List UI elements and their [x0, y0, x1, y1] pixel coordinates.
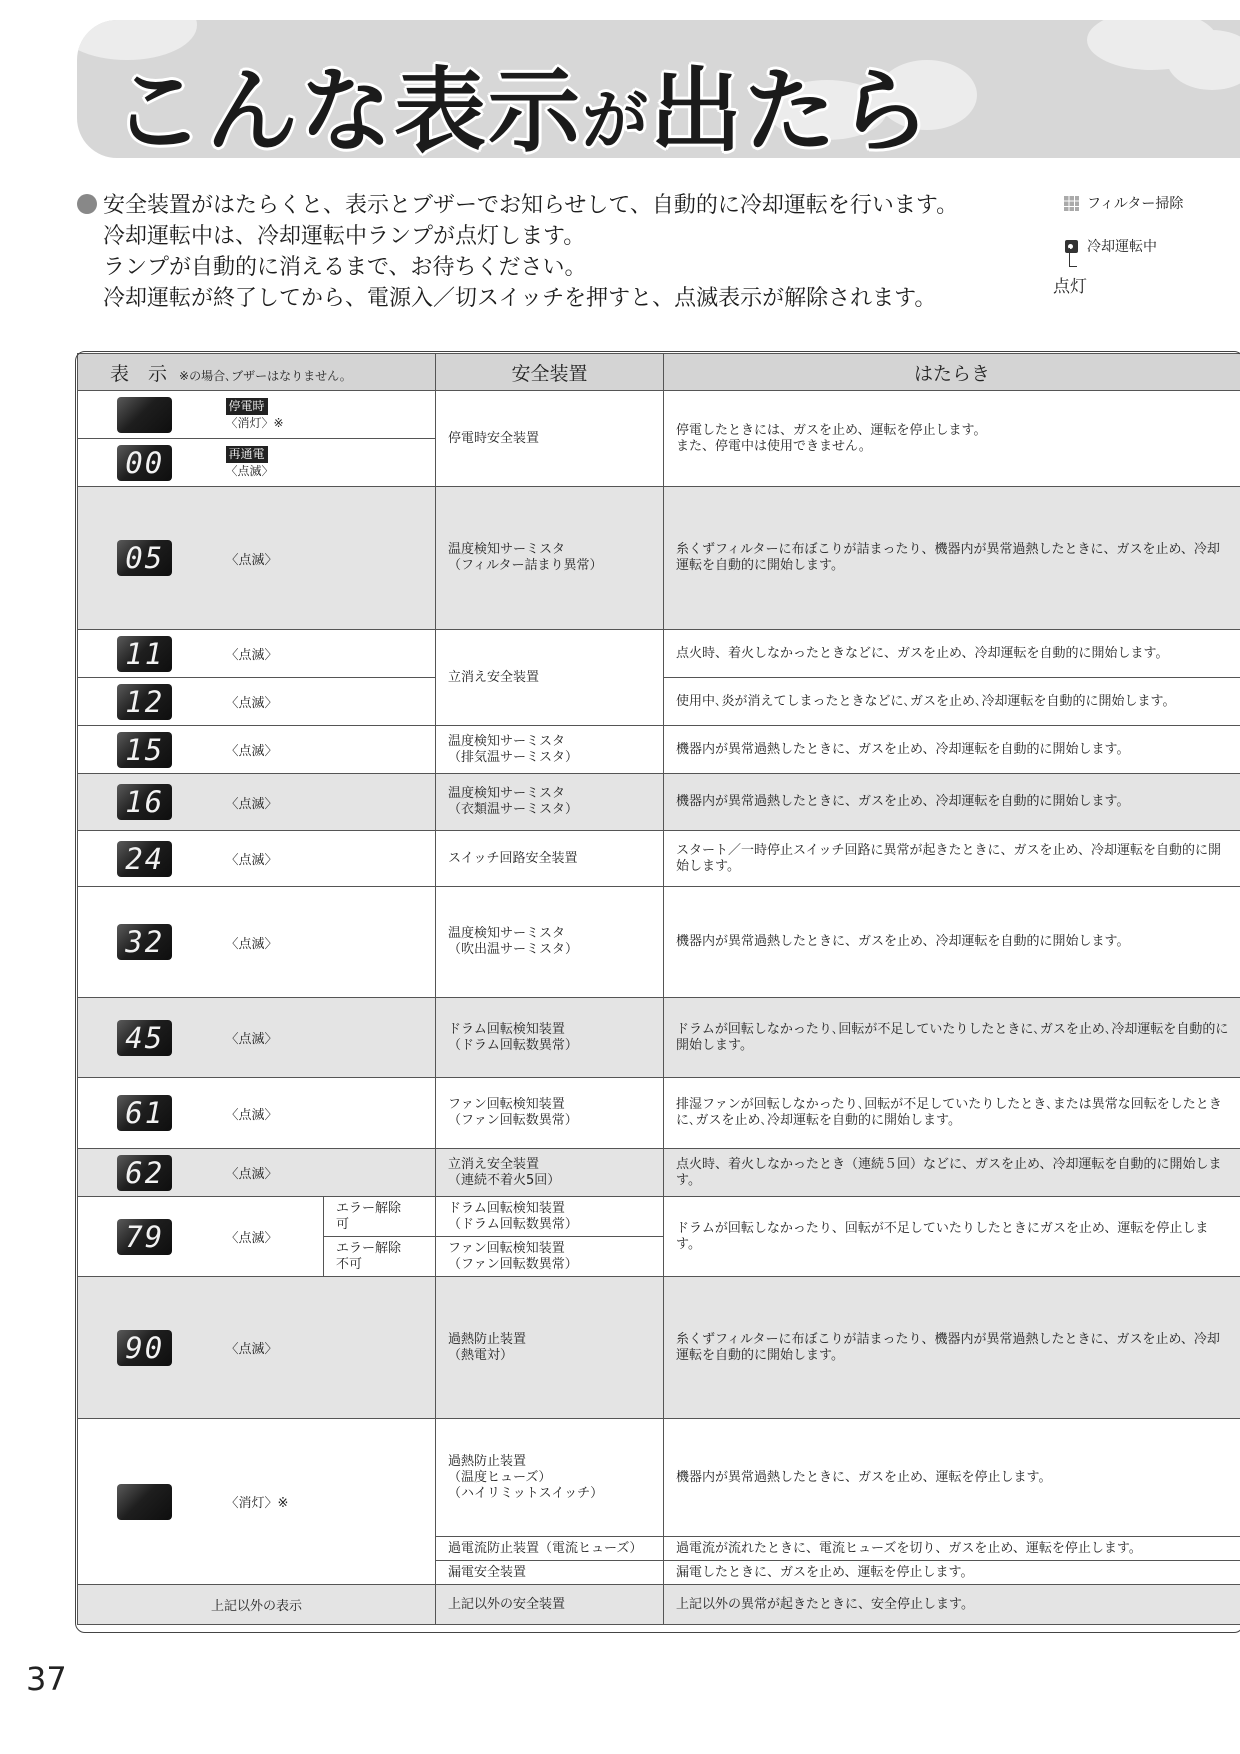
table-row: 16 〈点滅〉 温度検知サーミスタ （衣類温サーミスタ） 機器内が異常過熱したときに、ガスを止め、冷却運転を自動的に開始します。 [78, 774, 1240, 831]
device-cell: 停電時安全装置 [436, 391, 664, 487]
function-cell: 機器内が異常過熱したときに、ガスを止め、冷却運転を自動的に開始します。 [664, 726, 1240, 774]
device-cell: 立消え安全装置 [436, 630, 664, 726]
display-code: 79 [117, 1219, 172, 1255]
repower-tag: 再通電 [226, 446, 268, 463]
device-cell: ドラム回転検知装置 （ドラム回転数異常） [436, 998, 664, 1078]
page-title: こんな表示が出たら [112, 58, 933, 165]
error-table [77, 353, 1240, 1625]
table-header [78, 354, 1240, 391]
table-row: 00 再通電 〈点滅〉 [78, 439, 1240, 487]
table-row: 12 〈点滅〉 使用中､炎が消えてしまったときなどに､ガスを止め､冷却運転を自動的に開始します。 [78, 678, 1240, 726]
power-outage-tag: 停電時 [226, 398, 268, 415]
function-cell: 機器内が異常過熱したときに、ガスを止め、冷却運転を自動的に開始します。 [664, 887, 1240, 998]
error-reset-cell: エラー解除 不可 [324, 1237, 436, 1277]
header-function: はたらき [664, 354, 1240, 391]
function-cell: 糸くずフィルターに布ぼこりが詰まったり、機器内が異常過熱したときに、ガスを止め、冷却運転を自動的に開始します。 [664, 487, 1240, 630]
function-cell: 糸くずフィルターに布ぼこりが詰まったり、機器内が異常過熱したときに、ガスを止め、冷却運転を自動的に開始します。 [664, 1277, 1240, 1419]
display-code: 32 [117, 924, 172, 960]
intro-line: ランプが自動的に消えるまで、お待ちください。 [103, 255, 587, 280]
device-cell: ドラム回転検知装置 （ドラム回転数異常） [436, 1197, 664, 1237]
display-code: 61 [117, 1095, 172, 1131]
device-cell: スイッチ回路安全装置 [436, 831, 664, 887]
display-code: 11 [117, 636, 172, 672]
display-code: 45 [117, 1020, 172, 1056]
header-device: 安全装置 [436, 354, 664, 391]
device-cell: 過電流防止装置（電流ヒューズ） [436, 1537, 664, 1561]
device-cell: ファン回転検知装置 （ファン回転数異常） [436, 1237, 664, 1277]
device-cell: 温度検知サーミスタ （排気温サーミスタ） [436, 726, 664, 774]
table-row: 24 〈点滅〉 スイッチ回路安全装置 スタート／一時停止スイッチ回路に異常が起きたときに、ガスを止め、冷却運転を自動的に開始します。 [78, 831, 1240, 887]
display-code: 12 [117, 684, 172, 720]
display-code: 16 [117, 784, 172, 820]
function-cell: 点火時、着火しなかったとき（連続５回）などに、ガスを止め、冷却運転を自動的に開始します。 [664, 1149, 1240, 1197]
function-cell: ドラムが回転しなかったり､回転が不足していたりしたときに､ガスを止め､冷却運転を自動的に開始します。 [664, 998, 1240, 1078]
bullet-icon [77, 194, 97, 214]
function-cell: 機器内が異常過熱したときに、ガスを止め、冷却運転を自動的に開始します。 [664, 774, 1240, 831]
device-cell: 過熱防止装置 （熱電対） [436, 1277, 664, 1419]
table-row: 90 〈点滅〉 過熱防止装置 （熱電対） 糸くずフィルターに布ぼこりが詰まったり、機器内が異常過熱したときに、ガスを止め、冷却運転を自動的に開始します。 [78, 1277, 1240, 1419]
intro-line: 安全装置がはたらくと、表示とブザーでお知らせして、自動的に冷却運転を行います。 [77, 190, 958, 221]
table-row: 62 〈点滅〉 立消え安全装置 （連続不着火5回） 点火時、着火しなかったとき（連続５回）などに、ガスを止め、冷却運転を自動的に開始します。 [78, 1149, 1240, 1197]
device-cell: 温度検知サーミスタ （フィルター詰まり異常） [436, 487, 664, 630]
table-row: 45 〈点滅〉 ドラム回転検知装置 （ドラム回転数異常） ドラムが回転しなかったり､回転が不足していたりしたときに､ガスを止め､冷却運転を自動的に開始します。 [78, 998, 1240, 1078]
function-cell: 排湿ファンが回転しなかったり､回転が不足していたりしたとき､または異常な回転をしたときに､ガスを止め､冷却運転を自動的に開始します。 [664, 1078, 1240, 1149]
leader-line [1069, 248, 1077, 267]
table-row: 32 〈点滅〉 温度検知サーミスタ （吹出温サーミスタ） 機器内が異常過熱したときに、ガスを止め、冷却運転を自動的に開始します。 [78, 887, 1240, 998]
function-cell: 過電流が流れたときに、電流ヒューズを切り、ガスを止め、運転を停止します。 [664, 1537, 1240, 1561]
function-cell: 点火時、着火しなかったときなどに、ガスを止め、冷却運転を自動的に開始します。 [664, 630, 1240, 678]
display-blank [117, 1484, 172, 1520]
intro-line: 冷却運転中は、冷却運転中ランプが点灯します。 [103, 224, 586, 249]
other-display-cell: 上記以外の表示 [78, 1585, 436, 1625]
device-cell: 温度検知サーミスタ （衣類温サーミスタ） [436, 774, 664, 831]
intro-line: 冷却運転が終了してから、電源入／切スイッチを押すと、点滅表示が解除されます。 [103, 286, 937, 311]
cloud-decoration [1167, 30, 1240, 90]
function-cell: スタート／一時停止スイッチ回路に異常が起きたときに、ガスを止め、冷却運転を自動的に開始します。 [664, 831, 1240, 887]
device-cell: ファン回転検知装置 （ファン回転数異常） [436, 1078, 664, 1149]
table-row: 停電時 〈消灯〉※ 停電時安全装置 停電したときには、ガスを止め、運転を停止します。 また、停電中は使用できません。 [78, 391, 1240, 439]
table-row: 15 〈点滅〉 温度検知サーミスタ （排気温サーミスタ） 機器内が異常過熱したときに、ガスを止め、冷却運転を自動的に開始します。 [78, 726, 1240, 774]
display-code: 15 [117, 732, 172, 768]
filter-grid-icon [1063, 195, 1079, 211]
display-code: 00 [117, 445, 172, 481]
table-row: 79 〈点滅〉 エラー解除 可 ドラム回転検知装置 （ドラム回転数異常） ドラムが回転しなかったり、回転が不足していたりしたときにガスを止め、運転を停止します。 [78, 1197, 1240, 1237]
table-row: 05 〈点滅〉 温度検知サーミスタ （フィルター詰まり異常） 糸くずフィルターに布ぼこりが詰まったり、機器内が異常過熱したときに、ガスを止め、冷却運転を自動的に開始します。 [78, 487, 1240, 630]
device-cell: 立消え安全装置 （連続不着火5回） [436, 1149, 664, 1197]
table-row [78, 1585, 1240, 1625]
function-cell: 上記以外の異常が起きたときに、安全停止します。 [664, 1585, 1240, 1625]
cooling-indicator: 冷却運転中 [1065, 236, 1157, 256]
device-cell: 上記以外の安全装置 [436, 1585, 664, 1625]
device-cell: 漏電安全装置 [436, 1561, 664, 1585]
function-cell: 漏電したときに、ガスを止め、運転を停止します。 [664, 1561, 1240, 1585]
page-number: 37 [26, 1660, 67, 1698]
display-code: 90 [117, 1330, 172, 1366]
table-row: 〈消灯〉※ 過熱防止装置 （温度ヒューズ） （ハイリミットスイッチ） 機器内が異常過熱したときに、ガスを止め、運転を停止します。 [78, 1419, 1240, 1537]
function-cell: ドラムが回転しなかったり、回転が不足していたりしたときにガスを止め、運転を停止します。 [664, 1197, 1240, 1277]
function-cell: 機器内が異常過熱したときに、ガスを止め、運転を停止します。 [664, 1419, 1240, 1537]
function-cell: 使用中､炎が消えてしまったときなどに､ガスを止め､冷却運転を自動的に開始します。 [664, 678, 1240, 726]
display-code: 62 [117, 1155, 172, 1191]
lit-label: 点灯 [1053, 277, 1087, 297]
device-cell: 温度検知サーミスタ （吹出温サーミスタ） [436, 887, 664, 998]
display-blank [117, 397, 172, 433]
header-display: 表 示 ※の場合､ブザーはなりません。 [78, 354, 436, 391]
table-row: 11 〈点滅〉 立消え安全装置 点火時、着火しなかったときなどに、ガスを止め、冷却運転を自動的に開始します。 [78, 630, 1240, 678]
display-code: 24 [117, 841, 172, 877]
display-code: 05 [117, 540, 172, 576]
table-row: 61 〈点滅〉 ファン回転検知装置 （ファン回転数異常） 排湿ファンが回転しなかったり､回転が不足していたりしたとき､または異常な回転をしたときに､ガスを止め､冷却運転を自動的に開始します。 [78, 1078, 1240, 1149]
filter-indicator: フィルター掃除 [1063, 193, 1183, 213]
device-cell: 過熱防止装置 （温度ヒューズ） （ハイリミットスイッチ） [436, 1419, 664, 1537]
function-cell: 停電したときには、ガスを止め、運転を停止します。 また、停電中は使用できません。 [664, 391, 1240, 487]
intro-text [77, 190, 958, 314]
error-reset-cell: エラー解除 可 [324, 1197, 436, 1237]
